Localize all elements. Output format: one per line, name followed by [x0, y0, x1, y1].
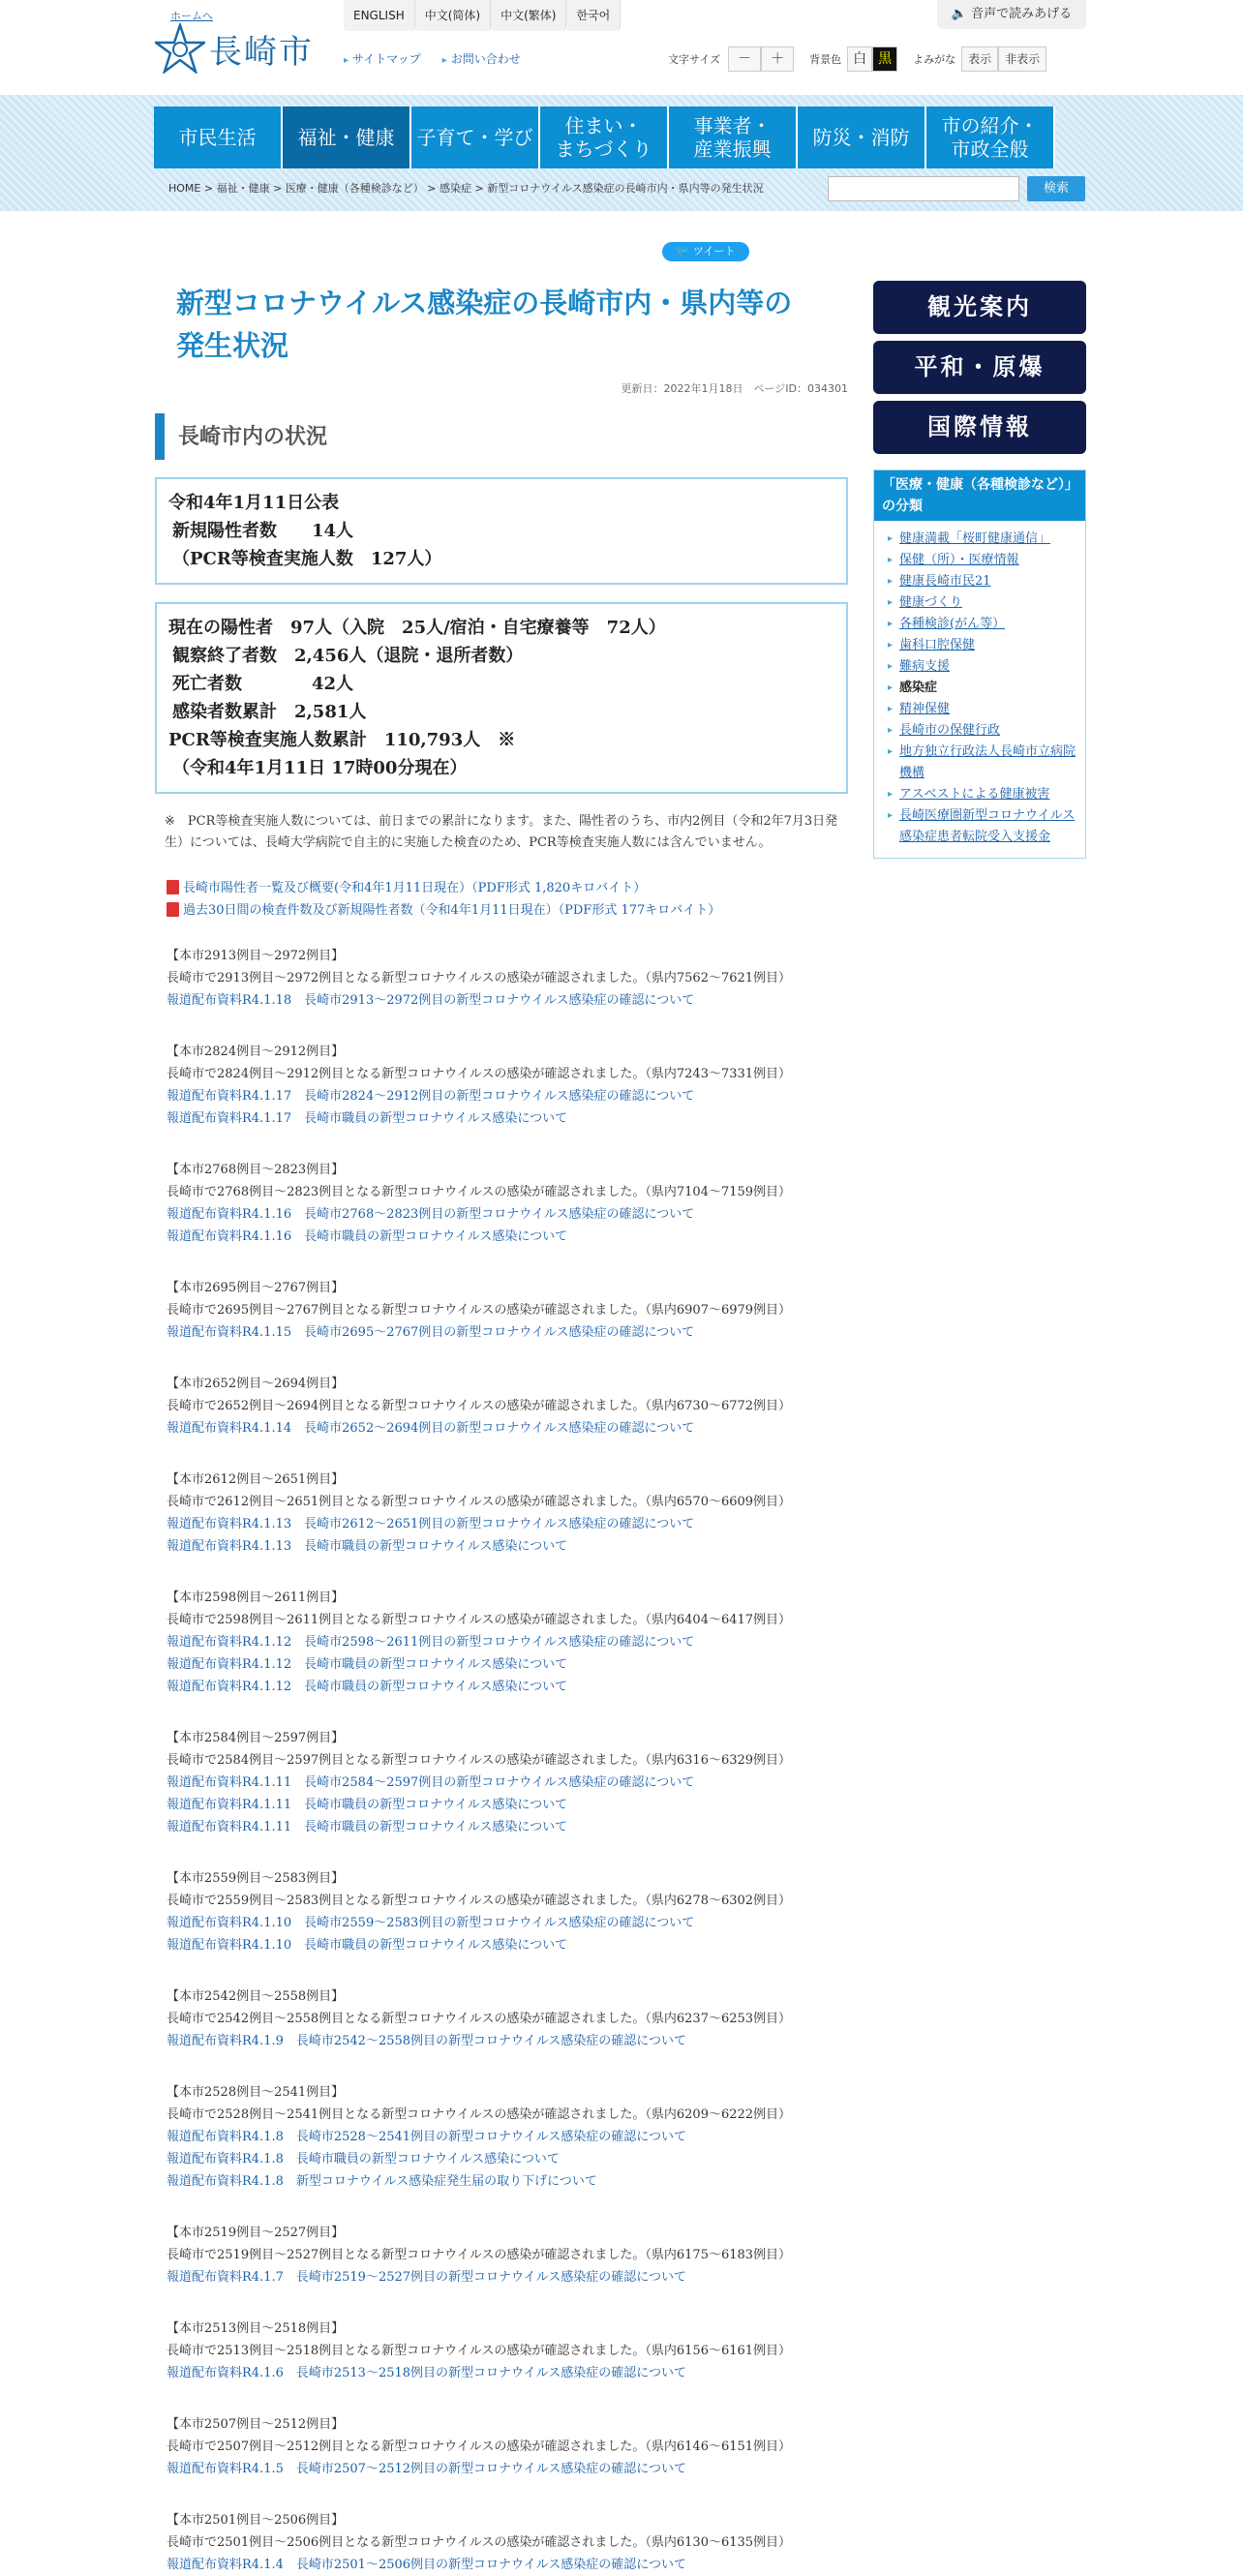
title-line: 発生状況: [176, 328, 289, 362]
nav-item-housing[interactable]: [540, 106, 669, 168]
entry-text: 長崎市で2519例目～2527例目となる新型コロナウイルスの感染が確認されました。（県内6175～6183例目）: [167, 2248, 792, 2262]
bg-black-button[interactable]: 黒: [872, 46, 897, 72]
category-item[interactable]: ▸ 各種検診(がん等）: [888, 614, 1077, 635]
category-box: [873, 470, 1086, 859]
language-switcher: [344, 0, 621, 31]
press-release-link[interactable]: 報道配布資料R4.1.12 長崎市職員の新型コロナウイルス感染について: [167, 1657, 568, 1672]
star-logo-icon: [155, 23, 205, 74]
case-entry: [155, 2413, 848, 2480]
case-entry: [155, 1469, 848, 1558]
press-release-link[interactable]: 報道配布資料R4.1.17 長崎市職員の新型コロナウイルス感染について: [167, 1111, 568, 1126]
site-header: [0, 0, 1243, 95]
entry-text: 長崎市で2652例目～2694例目となる新型コロナウイルスの感染が確認されました。（県内6730～6772例目）: [167, 1399, 792, 1413]
daily-announcement-box: [155, 477, 848, 585]
nav-label: 市民生活: [178, 126, 257, 149]
entry-heading: 【本市2652例目～2694例目】: [167, 1377, 345, 1391]
entry-heading: 【本市2519例目～2527例目】: [167, 2226, 345, 2240]
entry-heading: 【本市2824例目～2912例目】: [167, 1045, 345, 1059]
box-line: 観察終了者数 2,456人（退院・退所者数）: [172, 646, 524, 666]
entry-heading: 【本市2542例目～2558例目】: [167, 1989, 345, 2004]
press-release-link[interactable]: 報道配布資料R4.1.12 長崎市職員の新型コロナウイルス感染について: [167, 1680, 568, 1694]
case-entry: [155, 1867, 848, 1956]
speaker-icon: 🔈: [951, 7, 968, 21]
breadcrumb-infection[interactable]: 感染症: [440, 182, 472, 195]
entry-text: 長崎市で2768例目～2823例目となる新型コロナウイルスの感染が確認されました。（県内7104～7159例目）: [167, 1185, 792, 1199]
header-links: [344, 50, 521, 67]
entry-text: 長崎市で2695例目～2767例目となる新型コロナウイルスの感染が確認されました。（県内6907～6979例目）: [167, 1303, 792, 1318]
case-entry: [155, 1985, 848, 2052]
category-item[interactable]: ▸ 保健（所）・医療情報: [888, 550, 1077, 571]
press-release-link[interactable]: 報道配布資料R4.1.4 長崎市2501～2506例目の新型コロナウイルス感染症の確認について: [167, 2558, 686, 2572]
entry-heading: 【本市2612例目～2651例目】: [167, 1472, 345, 1487]
press-release-link[interactable]: 報道配布資料R4.1.15 長崎市2695～2767例目の新型コロナウイルス感染症の確認について: [167, 1325, 695, 1340]
category-item: ▸ 感染症: [888, 678, 1077, 699]
entry-heading: 【本市2598例目～2611例目】: [167, 1591, 345, 1605]
furigana-show-button[interactable]: 表示: [961, 46, 998, 72]
category-item[interactable]: ▸ 難病支援: [888, 656, 1077, 678]
nav-label: 子育て・学び: [416, 126, 533, 149]
accessibility-tools: [668, 46, 1046, 72]
category-item[interactable]: ▸ 地方独立行政法人長崎市立病院機構: [888, 742, 1077, 784]
tourism-button[interactable]: 観光案内: [873, 281, 1086, 334]
title-line: 新型コロナウイルス感染症の長崎市内・県内等の: [176, 287, 793, 319]
pdf-link-positive-list[interactable]: 長崎市陽性者一覧及び概要(令和4年1月11日現在）（PDF形式 1,820キロバイト）: [155, 877, 848, 899]
breadcrumb-home[interactable]: HOME: [168, 182, 201, 195]
entry-heading: 【本市2528例目～2541例目】: [167, 2085, 345, 2100]
entry-heading: 【本市2913例目～2972例目】: [167, 949, 345, 963]
global-nav: [154, 106, 1055, 168]
entry-text: 長崎市で2501例目～2506例目となる新型コロナウイルスの感染が確認されました。（県内6130～6135例目）: [167, 2535, 792, 2550]
page-title: [155, 283, 848, 367]
twitter-icon: 🐦: [676, 245, 690, 258]
nav-item-city-info[interactable]: [926, 106, 1055, 168]
box-line: 現在の陽性者 97人（入院 25人/宿泊・自宅療養等 72人）: [168, 618, 666, 638]
press-release-link[interactable]: 報道配布資料R4.1.16 長崎市2768～2823例目の新型コロナウイルス感染症の確認について: [167, 1207, 695, 1222]
case-entry: [155, 2081, 848, 2193]
press-release-link[interactable]: 報道配布資料R4.1.11 長崎市職員の新型コロナウイルス感染について: [167, 1798, 568, 1812]
press-release-link[interactable]: 報道配布資料R4.1.11 長崎市2584～2597例目の新型コロナウイルス感染症の確認について: [167, 1775, 695, 1790]
entry-text: 長崎市で2584例目～2597例目となる新型コロナウイルスの感染が確認されました。（県内6316～6329例目）: [167, 1753, 792, 1768]
peace-button[interactable]: 平和・原爆: [873, 341, 1086, 394]
entry-text: 長崎市で2528例目～2541例目となる新型コロナウイルスの感染が確認されました。（県内6209～6222例目）: [167, 2107, 792, 2122]
bg-color-label: 背景色: [809, 53, 842, 66]
entry-heading: 【本市2559例目～2583例目】: [167, 1871, 345, 1886]
category-item[interactable]: ▸ 健康長崎市民21: [888, 571, 1077, 592]
nav-item-business[interactable]: [669, 106, 798, 168]
entry-heading: 【本市2768例目～2823例目】: [167, 1163, 345, 1177]
entry-text: 長崎市で2513例目～2518例目となる新型コロナウイルスの感染が確認されました。（県内6156～6161例目）: [167, 2344, 792, 2358]
nav-label: 住まい・ まちづくり: [555, 114, 652, 161]
entry-heading: 【本市2507例目～2512例目】: [167, 2417, 345, 2432]
city-logo[interactable]: [155, 23, 314, 74]
nav-label: 市の紹介・ 市政全般: [941, 114, 1039, 161]
lang-zh-hans[interactable]: 中文(简体): [415, 0, 491, 31]
logo-text: 長崎市: [209, 32, 314, 72]
category-item[interactable]: ▸ 長崎市の保健行政: [888, 720, 1077, 742]
case-entries: [155, 945, 848, 2576]
contact-link[interactable]: ▸ お問い合わせ: [442, 50, 521, 67]
breadcrumb-medical[interactable]: 医療・健康（各種検診など）: [285, 182, 424, 195]
breadcrumb-current: 新型コロナウイルス感染症の長崎市内・県内等の発生状況: [487, 182, 764, 195]
lang-english[interactable]: ENGLISH: [344, 0, 415, 31]
furigana-hide-button[interactable]: 非表示: [998, 46, 1046, 72]
sidebar: [873, 281, 1086, 859]
pdf-links: [155, 877, 848, 922]
press-release-link[interactable]: 報道配布資料R4.1.11 長崎市職員の新型コロナウイルス感染について: [167, 1820, 568, 1834]
press-release-link[interactable]: 報道配布資料R4.1.10 長崎市職員の新型コロナウイルス感染について: [167, 1938, 568, 1953]
cumulative-status-box: [155, 602, 848, 794]
press-release-link[interactable]: 報道配布資料R4.1.6 長崎市2513～2518例目の新型コロナウイルス感染症の確認について: [167, 2366, 686, 2380]
case-entry: [155, 2509, 848, 2576]
category-item[interactable]: ▸ 精神保健: [888, 699, 1077, 720]
nav-item-welfare[interactable]: [283, 106, 411, 168]
press-release-link[interactable]: 報道配布資料R4.1.13 長崎市2612～2651例目の新型コロナウイルス感染症の確認について: [167, 1517, 695, 1531]
press-release-link[interactable]: 報道配布資料R4.1.16 長崎市職員の新型コロナウイルス感染について: [167, 1229, 568, 1244]
press-release-link[interactable]: 報道配布資料R4.1.18 長崎市2913～2972例目の新型コロナウイルス感染症の確認について: [167, 993, 695, 1008]
category-list: [874, 521, 1085, 858]
box-line: 感染者数累計 2,581人: [172, 702, 367, 722]
press-release-link[interactable]: 報道配布資料R4.1.8 長崎市2528～2541例目の新型コロナウイルス感染症の確認について: [167, 2130, 686, 2144]
nav-label: 福祉・健康: [297, 126, 395, 149]
case-entry: [155, 2222, 848, 2288]
pdf-link-30days[interactable]: 過去30日間の検査件数及び新規陽性者数（令和4年1月11日現在）（PDF形式 177キロバイト）: [155, 899, 848, 922]
international-button[interactable]: 国際情報: [873, 401, 1086, 454]
press-release-link[interactable]: 報道配布資料R4.1.14 長崎市2652～2694例目の新型コロナウイルス感染症の確認について: [167, 1421, 695, 1436]
case-entry: [155, 1373, 848, 1440]
section-heading: 長崎市内の状況: [155, 413, 848, 460]
press-release-link[interactable]: 報道配布資料R4.1.12 長崎市2598～2611例目の新型コロナウイルス感染症の確認について: [167, 1635, 695, 1650]
press-release-link[interactable]: 報道配布資料R4.1.13 長崎市職員の新型コロナウイルス感染について: [167, 1539, 568, 1554]
breadcrumb-welfare[interactable]: 福祉・健康: [216, 182, 270, 195]
entry-text: 長崎市で2542例目～2558例目となる新型コロナウイルスの感染が確認されました。（県内6237～6253例目）: [167, 2012, 792, 2026]
box-line: （PCR等検査実施人数 127人）: [172, 549, 442, 569]
entry-text: 長崎市で2559例目～2583例目となる新型コロナウイルスの感染が確認されました。（県内6278～6302例目）: [167, 1894, 792, 1908]
entry-heading: 【本市2513例目～2518例目】: [167, 2321, 345, 2336]
font-larger-button[interactable]: ＋: [761, 46, 794, 72]
press-release-link[interactable]: 報道配布資料R4.1.8 長崎市職員の新型コロナウイルス感染について: [167, 2152, 560, 2167]
entry-text: 長崎市で2913例目～2972例目となる新型コロナウイルスの感染が確認されました。（県内7562～7621例目）: [167, 971, 792, 985]
home-link[interactable]: ホームへ: [170, 10, 213, 22]
voice-read-button[interactable]: [937, 0, 1086, 29]
box-line: 新規陽性者数 14人: [172, 521, 354, 541]
search-button[interactable]: 検索: [1027, 176, 1085, 201]
nav-item-childcare[interactable]: [411, 106, 540, 168]
nav-item-disaster[interactable]: [798, 106, 926, 168]
nav-label: 事業者・ 産業振興: [693, 114, 772, 161]
case-entry: [155, 1277, 848, 1344]
category-item[interactable]: ▸ 歯科口腔保健: [888, 635, 1077, 656]
search-input[interactable]: [828, 176, 1019, 201]
category-item[interactable]: ▸ 健康づくり: [888, 592, 1077, 614]
pcr-note: ※ PCR等検査実施人数については、前日までの累計になります。また、陽性者のうち、市内2例目（令和2年7月3日発生）については、長崎大学病院で自主的に実施した検査のため、PCR等検査実施人数には含んでいません。: [165, 814, 838, 850]
breadcrumb: HOME > 福祉・健康 > 医療・健康（各種検診など） > 感染症 > 新型コロナウイルス感染症の長崎市内・県内等の発生状況: [168, 182, 764, 195]
category-item[interactable]: ▸ アスベストによる健康被害: [888, 784, 1077, 805]
lang-zh-hant[interactable]: 中文(繁体): [491, 0, 566, 31]
case-entry: [155, 1159, 848, 1248]
bg-white-button[interactable]: 白: [847, 46, 872, 72]
case-entry: [155, 2318, 848, 2384]
press-release-link[interactable]: 報道配布資料R4.1.10 長崎市2559～2583例目の新型コロナウイルス感染症の確認について: [167, 1916, 695, 1930]
entry-heading: 【本市2584例目～2597例目】: [167, 1731, 345, 1745]
entry-heading: 【本市2501例目～2506例目】: [167, 2513, 345, 2528]
sitemap-link[interactable]: ▸ サイトマップ: [344, 50, 421, 67]
press-release-link[interactable]: 報道配布資料R4.1.9 長崎市2542～2558例目の新型コロナウイルス感染症の確認について: [167, 2034, 686, 2048]
global-nav-band: [0, 95, 1243, 211]
category-item[interactable]: ▸ 長崎医療圏新型コロナウイルス感染症患者転院受入支援金: [888, 805, 1077, 848]
entry-text: 長崎市で2824例目～2912例目となる新型コロナウイルスの感染が確認されました。（県内7243～7331例目）: [167, 1067, 792, 1081]
font-size-label: 文字サイズ: [668, 53, 721, 66]
case-entry: [155, 1587, 848, 1698]
voice-read-label: 音声で読みあげる: [971, 7, 1073, 21]
entry-text: 長崎市で2507例目～2512例目となる新型コロナウイルスの感染が確認されました。（県内6146～6151例目）: [167, 2440, 792, 2454]
updated-date: 更新日：2022年1月18日 ページID：034301: [621, 382, 848, 395]
press-release-link[interactable]: 報道配布資料R4.1.5 長崎市2507～2512例目の新型コロナウイルス感染症の確認について: [167, 2462, 686, 2476]
press-release-link[interactable]: 報道配布資料R4.1.8 新型コロナウイルス感染症発生届の取り下げについて: [167, 2174, 597, 2189]
box-line: PCR等検査実施人数累計 110,793人 ※: [168, 730, 516, 750]
box-line: 死亡者数 42人: [172, 674, 354, 694]
box-line: 令和4年1月11日公表: [168, 493, 340, 513]
press-release-link[interactable]: 報道配布資料R4.1.17 長崎市2824～2912例目の新型コロナウイルス感染症の確認について: [167, 1089, 695, 1104]
main-content: [155, 261, 848, 2576]
category-item[interactable]: ▸ 健康満載「桜町健康通信」: [888, 529, 1077, 550]
entry-heading: 【本市2695例目～2767例目】: [167, 1281, 345, 1295]
box-line: （令和4年1月11日 17時00分現在）: [172, 758, 468, 778]
category-heading: 「医療・健康（各種検診など）」の分類: [874, 470, 1085, 521]
lang-korean[interactable]: 한국어: [566, 0, 621, 31]
case-entry: [155, 1727, 848, 1838]
entry-text: 長崎市で2598例目～2611例目となる新型コロナウイルスの感染が確認されました。（県内6404～6417例目）: [167, 1613, 792, 1627]
case-entry: [155, 1041, 848, 1130]
nav-label: 防災・消防: [812, 126, 910, 149]
font-smaller-button[interactable]: －: [728, 46, 761, 72]
nav-item-life[interactable]: [154, 106, 283, 168]
press-release-link[interactable]: 報道配布資料R4.1.7 長崎市2519～2527例目の新型コロナウイルス感染症の確認について: [167, 2270, 686, 2285]
tweet-button[interactable]: [662, 242, 749, 261]
logo-area: [155, 8, 349, 76]
case-entry: [155, 945, 848, 1012]
tweet-label: ツイート: [692, 245, 736, 258]
furigana-label: よみがな: [913, 53, 956, 66]
entry-text: 長崎市で2612例目～2651例目となる新型コロナウイルスの感染が確認されました。（県内6570～6609例目）: [167, 1495, 792, 1509]
